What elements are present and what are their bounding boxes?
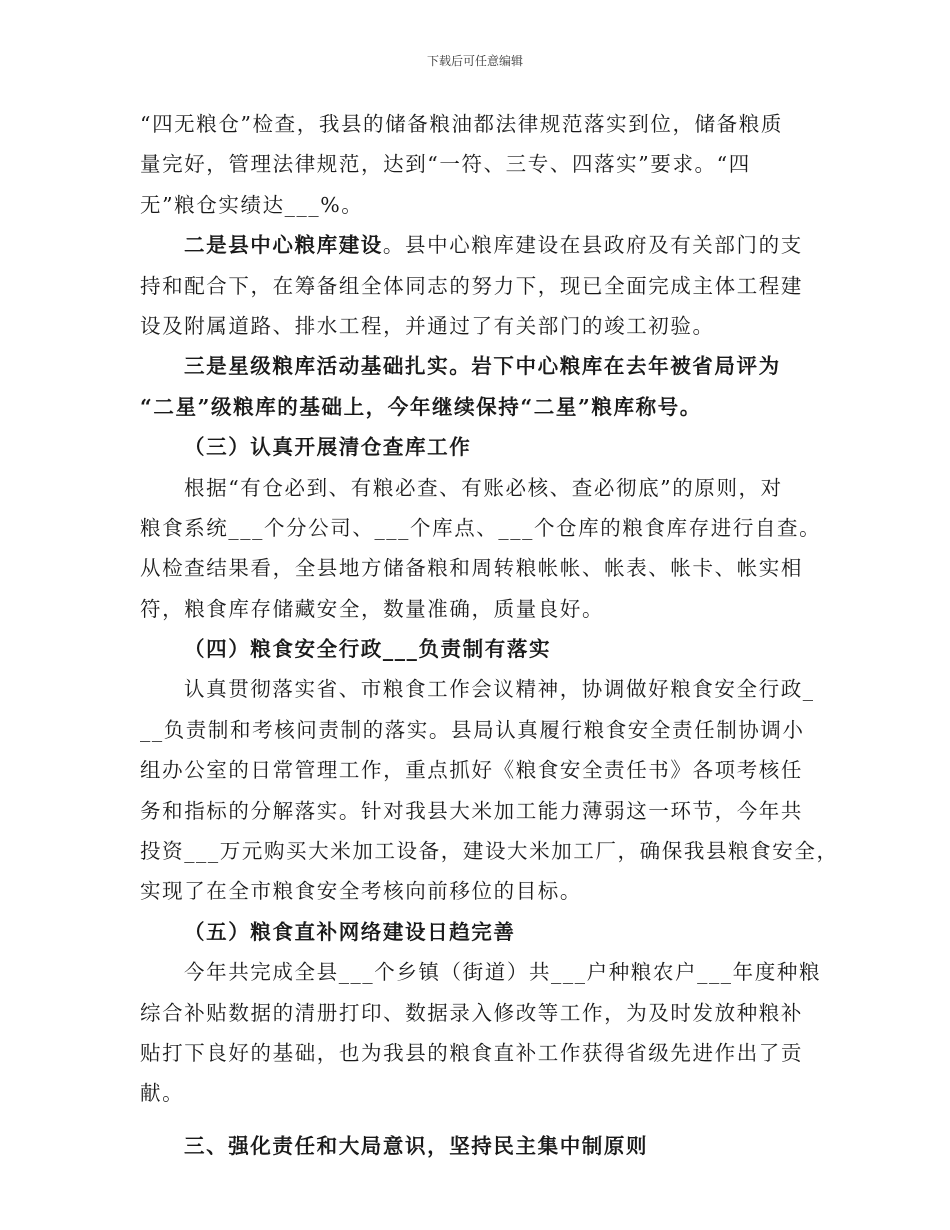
paragraph-line: 无”粮仓实绩达___%。 (140, 192, 364, 217)
paragraph-line: “四无粮仓”检查，我县的储备粮油都法律规范落实到位，储备粮质 (140, 112, 783, 136)
section-heading: （四）粮食安全行政___负责制有落实 (184, 637, 552, 662)
paragraph-line: 综合补贴数据的清册打印、数据录入修改等工作，为及时发放种粮补 (140, 1000, 803, 1025)
paragraph-line: 今年共完成全县___个乡镇（街道）共___户种粮农户___年度种粮 (184, 960, 822, 985)
line-text: 。县中心粮库建设在县政府及有关部门的支 (382, 233, 803, 258)
lead-phrase: 二是县中心粮库建设 (184, 233, 383, 258)
paragraph-line: 献。 (140, 1081, 185, 1106)
paragraph-line: 贴打下良好的基础，也为我县的粮食直补工作获得省级先进作出了贡 (140, 1040, 803, 1065)
paragraph-line: 设及附属道路、排水工程，并通过了有关部门的竣工初验。 (140, 313, 715, 338)
paragraph-line: 根据“有仓必到、有粮必查、有账必核、查必彻底”的原则，对 (184, 475, 783, 500)
document-body (140, 104, 839, 1166)
section-heading: （五）粮食直补网络建设日趋完善 (184, 919, 516, 944)
paragraph-line: __负责制和考核问责制的落实。县局认真履行粮食安全责任制协调小 (140, 717, 805, 742)
paragraph-line: 投资___万元购买大米加工设备，建设大米加工厂，确保我县粮食安全， (140, 839, 839, 864)
paragraph-line: 实现了在全市粮食安全考核向前移位的目标。 (140, 879, 582, 904)
paragraph-line: 持和配合下，在筹备组全体同志的努力下，现已全面完成主体工程建 (140, 273, 803, 298)
chapter-heading: 三、强化责任和大局意识，坚持民主集中制原则 (184, 1133, 649, 1158)
paragraph-line: 量完好，管理法律规范，达到“一符、三专、四落实”要求。“四 (140, 152, 751, 177)
bold-paragraph-line: 三是星级粮库活动基础扎实。岩下中心粮库在去年被省局评为 (184, 354, 781, 379)
paragraph-line: 组办公室的日常管理工作，重点抓好《粮食安全责任书》各项考核任 (140, 758, 803, 783)
paragraph-line: 符，粮食库存储藏安全，数量准确，质量良好。 (140, 596, 605, 621)
paragraph-line: 粮食系统___个分公司、___个库点、___个仓库的粮食库存进行自查。 (140, 515, 822, 540)
paragraph-line: 从检查结果看，全县地方储备粮和周转粮帐帐、帐表、帐卡、帐实相 (140, 556, 803, 581)
section-heading: （三）认真开展清仓查库工作 (184, 435, 472, 460)
paragraph-line: 认真贯彻落实省、市粮食工作会议精神，协调做好粮食安全行政_ (184, 677, 815, 702)
page-header: 下载后可任意编辑 (426, 54, 523, 68)
bold-paragraph-line: “二星”级粮库的基础上，今年继续保持“二星”粮库称号。 (140, 394, 702, 419)
paragraph-line: 务和指标的分解落实。针对我县大米加工能力薄弱这一环节，今年共 (140, 798, 803, 823)
paragraph-line (140, 225, 820, 265)
